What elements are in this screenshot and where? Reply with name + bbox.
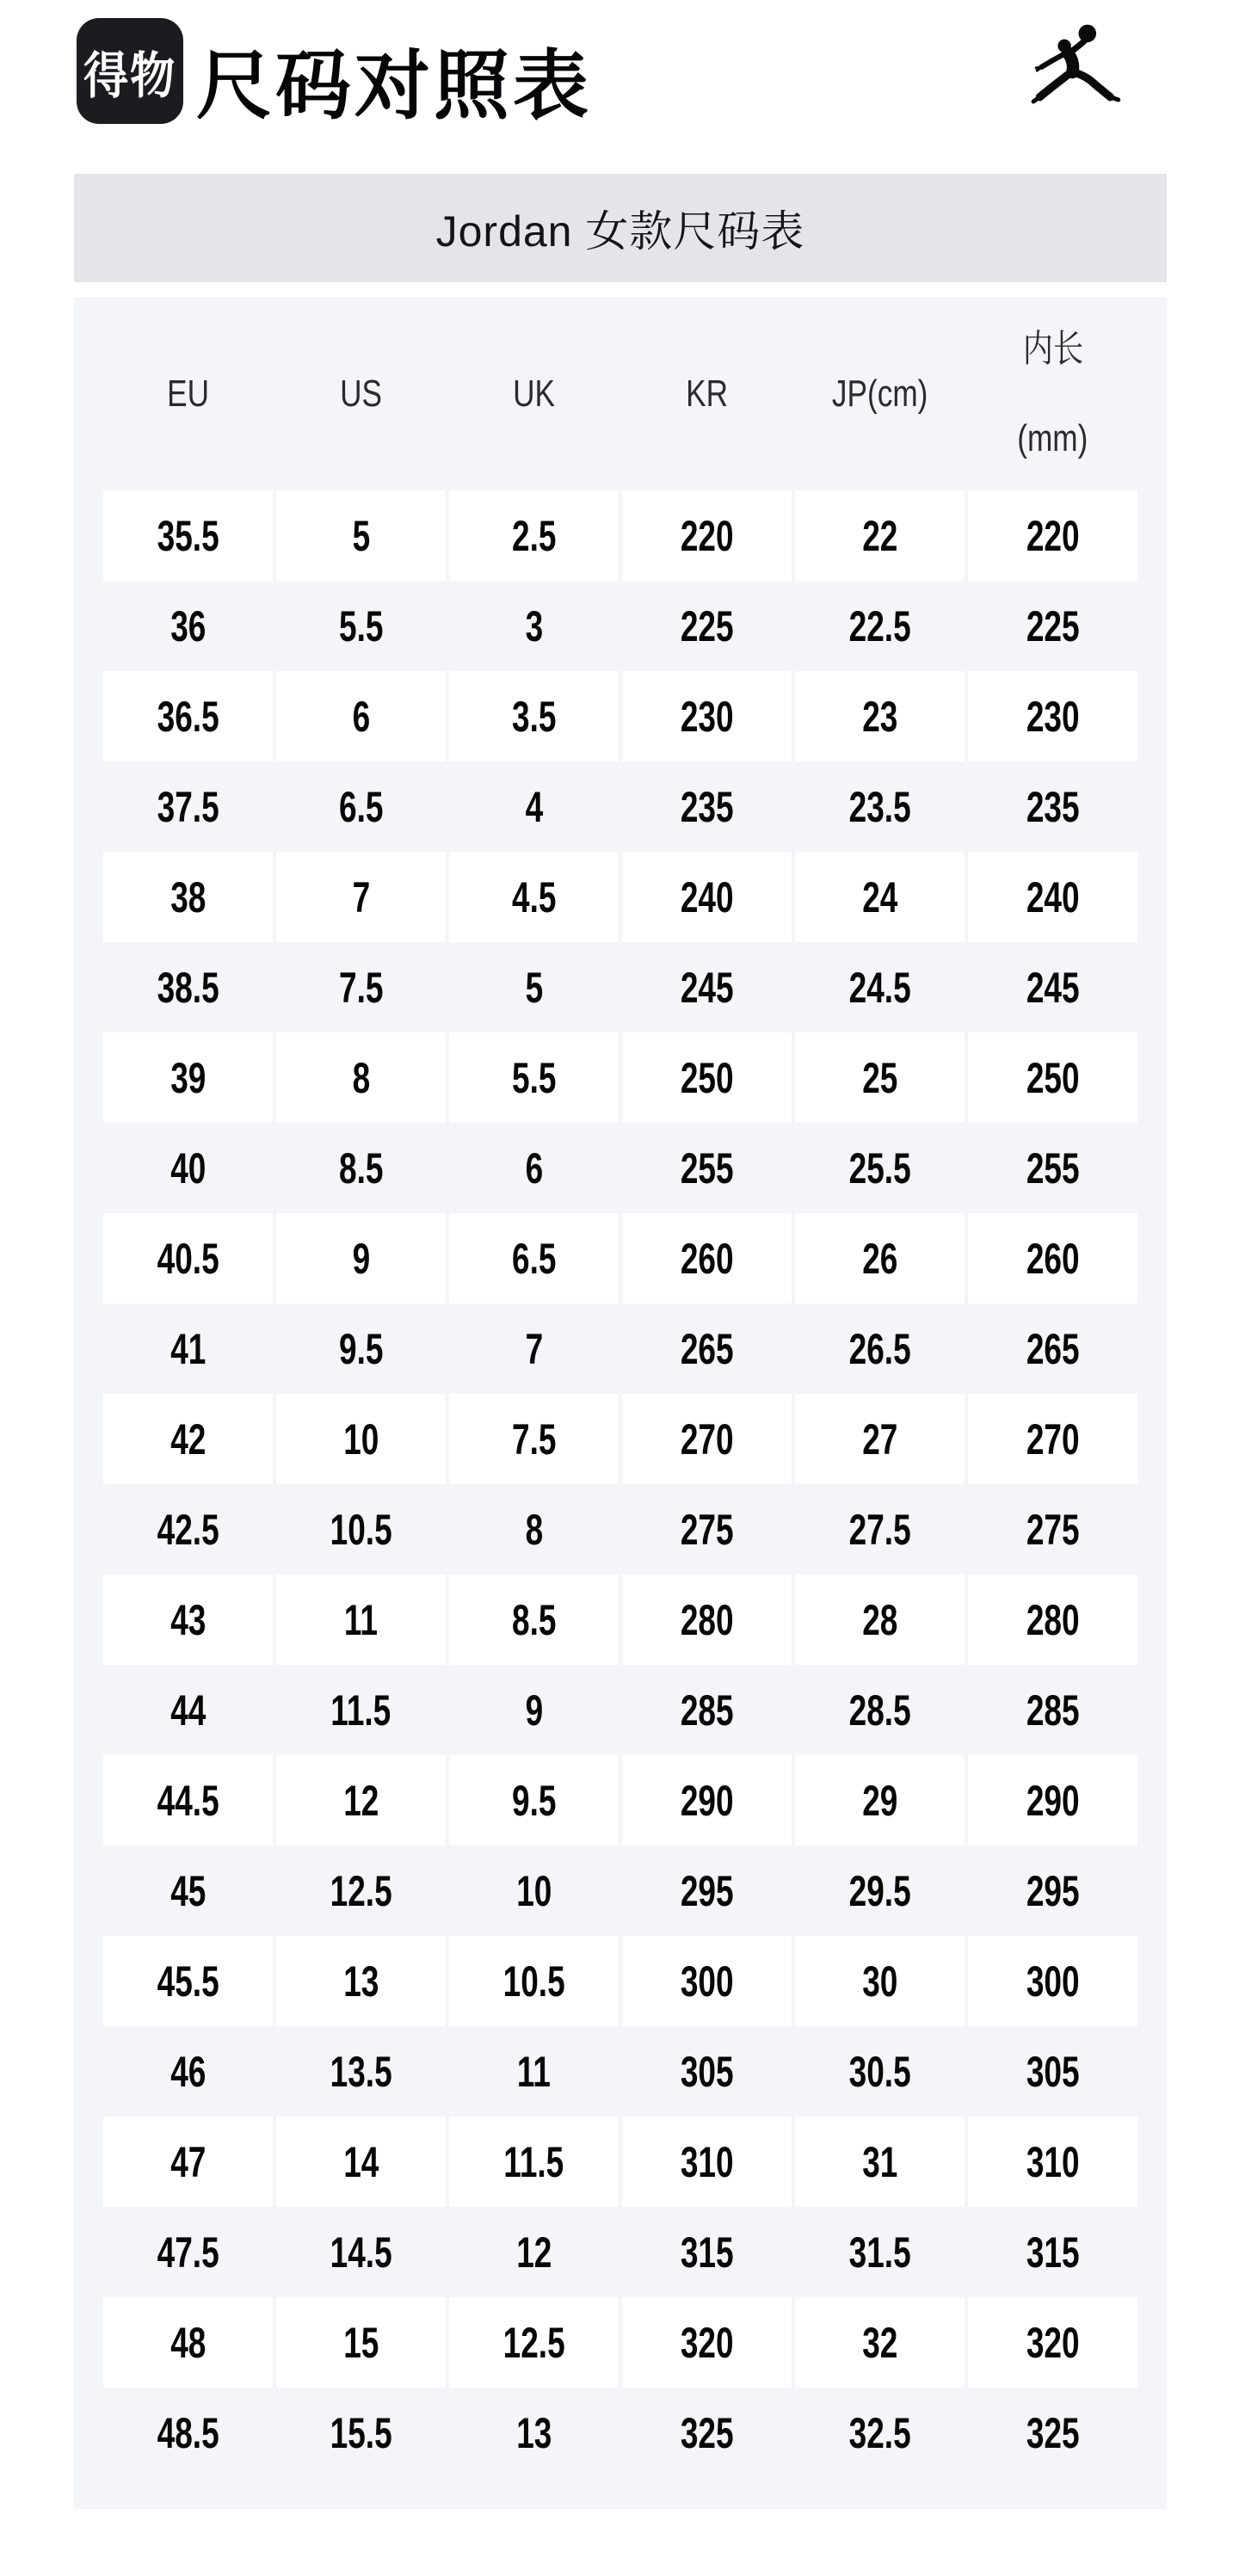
size-cell: 39 <box>103 1032 273 1123</box>
header-cell-us: US <box>340 372 382 415</box>
size-cell: 3.5 <box>449 671 619 761</box>
size-cell: 300 <box>622 1936 792 2026</box>
size-cell: 13 <box>515 2408 552 2457</box>
size-cell: 12.5 <box>330 1866 392 1915</box>
size-cell: 6 <box>525 1143 543 1192</box>
size-cell: 265 <box>680 1324 734 1373</box>
size-cell: 8 <box>525 1505 543 1554</box>
size-cell: 32 <box>795 2297 965 2388</box>
size-cell: 30.5 <box>848 2047 911 2096</box>
size-cell: 12.5 <box>449 2297 619 2388</box>
size-cell: 31.5 <box>848 2228 911 2277</box>
size-cell: 230 <box>622 671 792 761</box>
size-cell: 22.5 <box>848 601 911 650</box>
size-cell: 29 <box>795 1755 965 1846</box>
size-cell: 7 <box>276 852 446 942</box>
size-cell: 6.5 <box>449 1213 619 1303</box>
size-cell: 13.5 <box>330 2047 392 2096</box>
size-cell: 48.5 <box>157 2408 219 2457</box>
size-cell: 260 <box>622 1213 792 1303</box>
size-cell: 5 <box>525 963 543 1012</box>
size-cell: 12 <box>276 1755 446 1846</box>
size-cell: 43 <box>103 1575 273 1665</box>
size-cell: 28 <box>795 1575 965 1665</box>
size-cell: 2.5 <box>449 490 619 581</box>
jordan-jumpman-icon <box>1028 21 1128 119</box>
size-cell: 29.5 <box>848 1866 911 1915</box>
size-cell: 5.5 <box>449 1032 619 1123</box>
size-cell: 290 <box>968 1755 1137 1846</box>
size-cell: 41 <box>170 1324 206 1373</box>
size-cell: 11.5 <box>330 1685 391 1735</box>
size-cell: 6 <box>276 671 446 761</box>
size-cell: 24.5 <box>848 963 911 1012</box>
size-cell: 24 <box>795 852 965 942</box>
size-cell: 8.5 <box>338 1143 384 1192</box>
size-cell: 9.5 <box>449 1755 619 1846</box>
size-cell: 13 <box>276 1936 446 2026</box>
size-cell: 46 <box>170 2047 206 2096</box>
size-cell: 10.5 <box>330 1505 392 1554</box>
header-cell-uk: UK <box>513 372 555 415</box>
table-header-row <box>103 297 1137 490</box>
size-cell: 12 <box>515 2228 552 2277</box>
size-cell: 270 <box>968 1394 1137 1484</box>
size-cell: 45 <box>170 1866 206 1915</box>
size-cell: 235 <box>1026 782 1080 831</box>
size-cell: 320 <box>968 2297 1137 2388</box>
size-cell: 5 <box>276 490 446 581</box>
size-cell: 4 <box>525 782 543 831</box>
size-cell: 8 <box>276 1032 446 1123</box>
size-cell: 38.5 <box>157 963 219 1012</box>
header-cell-kr: KR <box>686 372 728 415</box>
size-cell: 245 <box>680 963 734 1012</box>
size-cell: 260 <box>968 1213 1137 1303</box>
size-cell: 280 <box>622 1575 792 1665</box>
size-cell: 315 <box>680 2228 734 2277</box>
table-title-bar <box>74 174 1167 282</box>
size-cell: 225 <box>680 601 734 650</box>
size-cell: 270 <box>622 1394 792 1484</box>
size-cell: 285 <box>680 1685 734 1735</box>
size-grid <box>103 490 1137 2478</box>
size-cell: 26 <box>795 1213 965 1303</box>
size-table-panel <box>74 297 1167 2509</box>
size-cell: 10.5 <box>449 1936 619 2026</box>
size-cell: 48 <box>103 2297 273 2388</box>
size-cell: 295 <box>680 1866 734 1915</box>
size-cell: 27.5 <box>848 1505 911 1554</box>
size-cell: 305 <box>1026 2047 1080 2096</box>
size-cell: 255 <box>680 1143 734 1192</box>
size-cell: 10 <box>515 1866 552 1915</box>
size-cell: 42 <box>103 1394 273 1484</box>
size-cell: 3 <box>525 601 543 650</box>
size-cell: 325 <box>680 2408 734 2457</box>
header-cell-jp: JP(cm) <box>831 372 928 415</box>
size-cell: 30 <box>795 1936 965 2026</box>
table-title: Jordan 女款尺码表 <box>435 207 805 256</box>
size-cell: 290 <box>622 1755 792 1846</box>
size-cell: 235 <box>680 782 734 831</box>
size-cell: 44.5 <box>103 1755 273 1846</box>
size-cell: 28.5 <box>848 1685 911 1735</box>
size-cell: 320 <box>622 2297 792 2388</box>
brand-logo-text: 得物 <box>83 47 176 104</box>
size-cell: 220 <box>968 490 1137 581</box>
size-cell: 255 <box>1026 1143 1080 1192</box>
size-cell: 7.5 <box>338 963 384 1012</box>
size-cell: 11.5 <box>449 2117 619 2207</box>
size-cell: 275 <box>1026 1505 1080 1554</box>
size-cell: 4.5 <box>449 852 619 942</box>
dewu-brand-logo <box>77 18 183 124</box>
size-cell: 265 <box>1026 1324 1080 1373</box>
size-cell: 44 <box>170 1685 206 1735</box>
size-cell: 23.5 <box>848 782 911 831</box>
size-cell: 250 <box>622 1032 792 1123</box>
size-cell: 8.5 <box>449 1575 619 1665</box>
size-cell: 305 <box>680 2047 734 2096</box>
size-cell: 11 <box>516 2047 552 2096</box>
size-cell: 9.5 <box>338 1324 384 1373</box>
size-cell: 11 <box>276 1575 446 1665</box>
size-cell: 26.5 <box>848 1324 911 1373</box>
size-cell: 36.5 <box>103 671 273 761</box>
size-cell: 15.5 <box>330 2408 392 2457</box>
size-cell: 35.5 <box>103 490 273 581</box>
size-cell: 7 <box>525 1324 543 1373</box>
size-cell: 240 <box>968 852 1137 942</box>
size-cell: 23 <box>795 671 965 761</box>
size-cell: 220 <box>622 490 792 581</box>
size-cell: 325 <box>1026 2408 1080 2457</box>
size-cell: 25.5 <box>848 1143 911 1192</box>
size-cell: 15 <box>276 2297 446 2388</box>
size-cell: 310 <box>968 2117 1137 2207</box>
size-cell: 9 <box>525 1685 543 1735</box>
size-cell: 10 <box>276 1394 446 1484</box>
page-title: 尺码对照表 <box>196 43 593 128</box>
header-cell-inner-length: 内长 (mm) <box>1017 327 1088 459</box>
size-cell: 275 <box>680 1505 734 1554</box>
size-cell: 14 <box>276 2117 446 2207</box>
size-cell: 40 <box>170 1143 206 1192</box>
size-cell: 47 <box>103 2117 273 2207</box>
size-cell: 37.5 <box>157 782 219 831</box>
size-cell: 7.5 <box>449 1394 619 1484</box>
size-cell: 47.5 <box>157 2228 219 2277</box>
size-cell: 300 <box>968 1936 1137 2026</box>
size-cell: 22 <box>795 490 965 581</box>
size-cell: 240 <box>622 852 792 942</box>
size-cell: 225 <box>1026 601 1080 650</box>
size-cell: 250 <box>968 1032 1137 1123</box>
header-cell-eu: EU <box>167 372 209 415</box>
size-cell: 310 <box>622 2117 792 2207</box>
size-cell: 5.5 <box>338 601 384 650</box>
size-cell: 245 <box>1026 963 1080 1012</box>
size-cell: 295 <box>1026 1866 1080 1915</box>
size-cell: 285 <box>1026 1685 1080 1735</box>
size-cell: 14.5 <box>330 2228 392 2277</box>
size-cell: 230 <box>968 671 1137 761</box>
size-cell: 31 <box>795 2117 965 2207</box>
size-cell: 6.5 <box>338 782 384 831</box>
size-cell: 36 <box>170 601 206 650</box>
size-cell: 32.5 <box>848 2408 911 2457</box>
size-cell: 45.5 <box>103 1936 273 2026</box>
size-cell: 38 <box>103 852 273 942</box>
size-cell: 27 <box>795 1394 965 1484</box>
size-cell: 9 <box>276 1213 446 1303</box>
size-cell: 25 <box>795 1032 965 1123</box>
size-cell: 315 <box>1026 2228 1080 2277</box>
size-cell: 40.5 <box>103 1213 273 1303</box>
size-cell: 280 <box>968 1575 1137 1665</box>
size-cell: 42.5 <box>157 1505 219 1554</box>
